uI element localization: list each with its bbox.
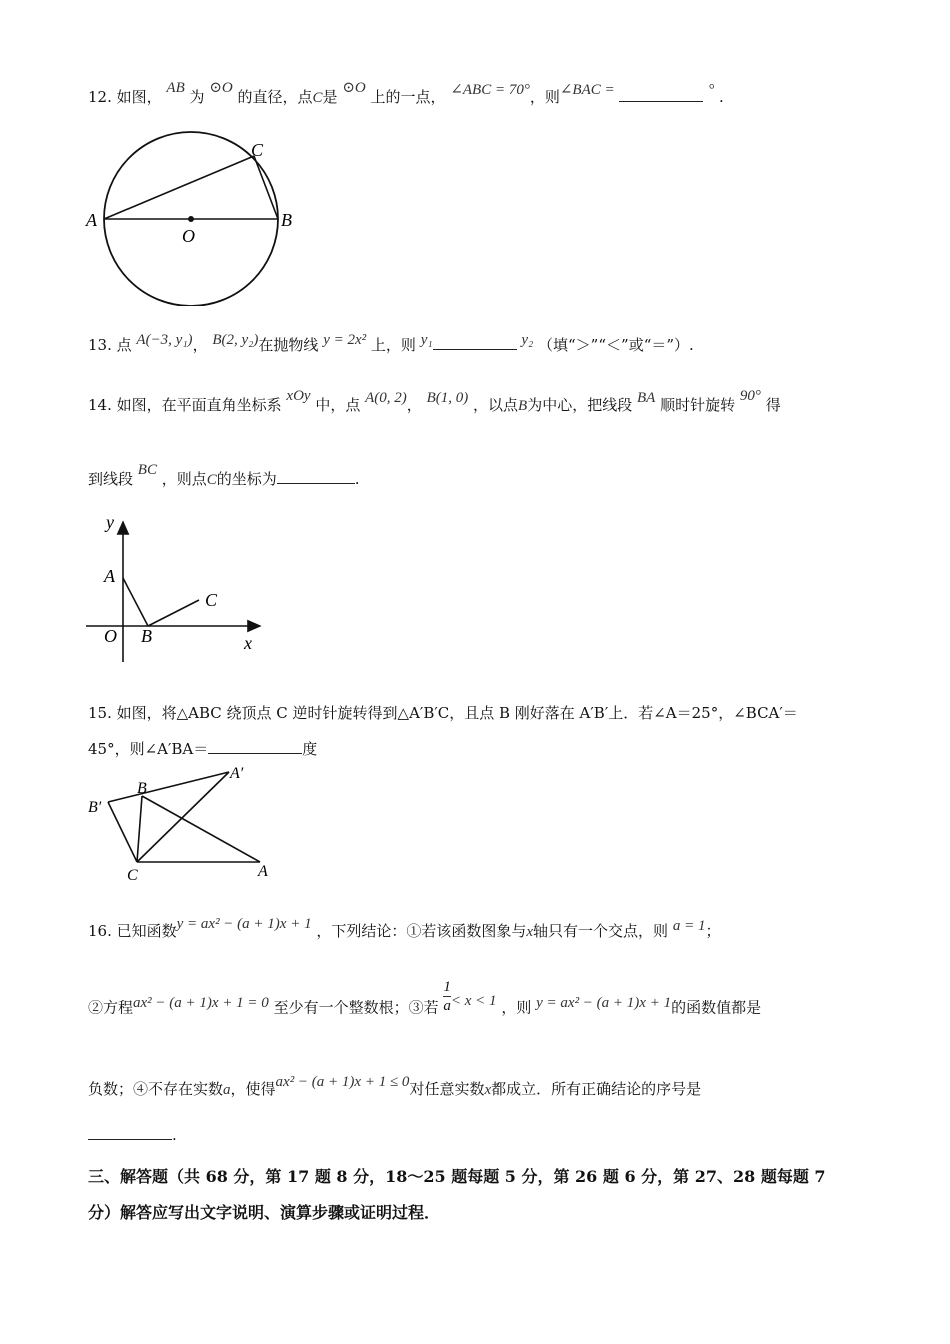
section3-instructions: 分）解答应写出文字说明、演算步骤或证明过程． xyxy=(88,1203,441,1222)
q14-b: B xyxy=(518,398,528,414)
fig12-chord-cb xyxy=(254,156,278,219)
q12-end: . xyxy=(718,88,724,106)
q15-text: 度 xyxy=(302,740,318,758)
q16-fraction xyxy=(443,978,451,1015)
q13-hint: （填“＞”“＜”或“＝”）. xyxy=(538,336,694,354)
q13-point-a: A(−3, y₁) xyxy=(136,332,193,348)
q12-ab: AB xyxy=(166,80,185,96)
q14-90deg: 90° xyxy=(739,388,761,404)
fig12-label-b: B xyxy=(281,210,292,230)
q14-answer-blank[interactable] xyxy=(277,482,355,484)
fig14-label-a: A xyxy=(104,566,115,586)
q16-text: ②方程 xyxy=(88,998,134,1017)
q16-line1 xyxy=(88,916,721,941)
q12-text: ，则 xyxy=(529,88,560,106)
q12-c: C xyxy=(312,90,323,106)
q14-ba: BA xyxy=(637,390,656,406)
fig14-coordinate-figure xyxy=(82,512,272,672)
q12-line xyxy=(88,80,724,107)
q12-answer-blank[interactable] xyxy=(619,100,703,102)
q14-text: 为中心，把线段 xyxy=(527,396,633,414)
q14-text: 得 xyxy=(765,396,781,414)
fig15-segment-ba xyxy=(142,796,260,862)
q12-number: 12. 如图， xyxy=(88,88,162,106)
q14-bc: BC xyxy=(137,462,157,478)
q14-comma: ， xyxy=(406,396,422,414)
fig14-label-o: O xyxy=(104,626,117,646)
q12-circle-o: ⊙O xyxy=(209,80,233,96)
q16-line4 xyxy=(88,1126,177,1144)
q15-line1 xyxy=(88,702,798,723)
q15-text: 45°，则∠A′BA＝ xyxy=(88,740,209,758)
q16-text: 的函数值都是 xyxy=(671,998,762,1017)
q12-degree: ° xyxy=(708,82,715,98)
q13-answer-blank[interactable] xyxy=(433,348,517,350)
q14-point-b: B(1, 0) xyxy=(426,390,469,406)
q14-text: 到线段 xyxy=(88,470,134,488)
fig14-segment-bc xyxy=(148,600,199,626)
q16-text: 至少有一个整数根；③若 xyxy=(273,998,439,1017)
fig15-label-b-prime: B′ xyxy=(88,799,102,816)
q14-text: 顺时针旋转 xyxy=(660,396,736,414)
fig14-label-c: C xyxy=(205,590,218,610)
q16-text: 负数；④不存在实数 xyxy=(88,1080,224,1098)
fig15-label-c: C xyxy=(127,867,138,884)
q15-answer-blank[interactable] xyxy=(208,752,302,754)
q16-line2 xyxy=(88,979,762,1027)
q14-text: ，以点 xyxy=(473,396,519,414)
q16-answer-blank[interactable] xyxy=(88,1138,172,1140)
fig14-segment-ab xyxy=(123,578,148,626)
q16-inequality: < x < 1 xyxy=(450,992,497,1009)
q12-text: 为 xyxy=(189,88,205,106)
section3-heading-line2 xyxy=(88,1200,440,1223)
q12-angle-bac: ∠BAC = xyxy=(559,82,615,98)
fig12-label-o: O xyxy=(182,226,195,246)
q14-text: 中，点 xyxy=(315,396,361,414)
q16-text: ； xyxy=(705,922,721,940)
q13-comma: ， xyxy=(192,336,208,354)
fig15-segment-b2a2 xyxy=(108,772,229,802)
q16-function-2: y = ax² − (a + 1)x + 1 xyxy=(536,994,672,1011)
fig12-chord-ac xyxy=(104,156,254,219)
q14-text: 的坐标为 xyxy=(216,470,277,488)
q16-text: 轴只有一个交点，则 xyxy=(533,922,669,940)
q16-text: ，则 xyxy=(501,998,532,1017)
q12-angle-abc: ∠ABC = 70° xyxy=(450,82,530,98)
q14-c: C xyxy=(206,472,217,488)
q16-a-equals-1: a = 1 xyxy=(672,918,706,934)
q16-frac-num: 1 xyxy=(443,979,451,995)
q13-text: 上，则 xyxy=(370,336,416,354)
q14-xoy: xOy xyxy=(286,388,311,404)
fig12-center-dot xyxy=(188,216,194,222)
fig12-circle-figure xyxy=(80,126,310,306)
q16-line3 xyxy=(88,1074,702,1099)
fig15-label-b: B xyxy=(137,780,147,797)
section3-heading-line1 xyxy=(88,1164,826,1187)
q15-text: 15. 如图，将△ABC 绕顶点 C 逆时针旋转得到△A′B′C，且点 B 刚好落在 A′B′上．若∠A＝25°，∠BCA′＝ xyxy=(88,704,798,722)
q16-text: 对任意实数 xyxy=(409,1080,485,1098)
fig14-label-y: y xyxy=(106,512,114,532)
fig15-segment-b2c xyxy=(108,802,137,862)
q16-text: ，使得 xyxy=(230,1080,276,1098)
fig15-label-a-prime: A′ xyxy=(230,765,244,782)
q13-point-b: B(2, y₂) xyxy=(212,332,259,348)
q13-text: 在抛物线 xyxy=(258,336,319,354)
q16-inequality-2: ax² − (a + 1)x + 1 ≤ 0 xyxy=(275,1074,410,1090)
q16-a: a xyxy=(223,1082,231,1098)
fig15-triangle-figure xyxy=(82,762,282,892)
q14-line1 xyxy=(88,388,781,415)
q16-x: x xyxy=(526,924,534,940)
q12-text: 上的一点， xyxy=(370,88,446,106)
q14-text: ，则点 xyxy=(161,470,207,488)
fig14-label-b: B xyxy=(141,626,152,646)
q16-text: 都成立．所有正确结论的序号是 xyxy=(491,1080,702,1098)
q12-text: 是 xyxy=(322,88,338,106)
q13-y1: y₁ xyxy=(420,332,433,348)
fig15-segment-ca2 xyxy=(137,772,229,862)
q16-equation: ax² − (a + 1)x + 1 = 0 xyxy=(133,994,269,1011)
q13-y2: y₂ xyxy=(521,332,534,348)
q12-circle-o: ⊙O xyxy=(342,80,366,96)
q13-line xyxy=(88,334,694,355)
fig12-label-c: C xyxy=(251,140,264,160)
q13-parabola: y = 2x² xyxy=(323,332,367,348)
q14-line2 xyxy=(88,462,360,489)
q13-number: 13. 点 xyxy=(88,336,132,354)
fig15-segment-bc xyxy=(137,796,142,862)
section3-heading: 三、解答题（共 68 分，第 17 题 8 分，18～25 题每题 5 分，第 26 题 6 分，第 27、28 题每题 7 xyxy=(88,1167,826,1186)
q16-x: x xyxy=(484,1082,492,1098)
q14-end: . xyxy=(354,470,360,488)
q12-text: 的直径，点 xyxy=(237,88,313,106)
fig14-label-x: x xyxy=(244,633,252,653)
q16-number: 16. 已知函数 xyxy=(88,922,177,940)
q16-text: ，下列结论：①若该函数图象与 xyxy=(316,922,527,940)
q14-number: 14. 如图，在平面直角坐标系 xyxy=(88,396,282,414)
fig15-label-a: A xyxy=(258,863,268,880)
fig12-label-a: A xyxy=(86,210,97,230)
q16-frac-den: a xyxy=(443,998,451,1014)
q14-point-a: A(0, 2) xyxy=(365,390,407,406)
q16-end: . xyxy=(172,1126,177,1144)
q15-line2 xyxy=(88,738,317,759)
q16-function: y = ax² − (a + 1)x + 1 xyxy=(176,916,312,932)
